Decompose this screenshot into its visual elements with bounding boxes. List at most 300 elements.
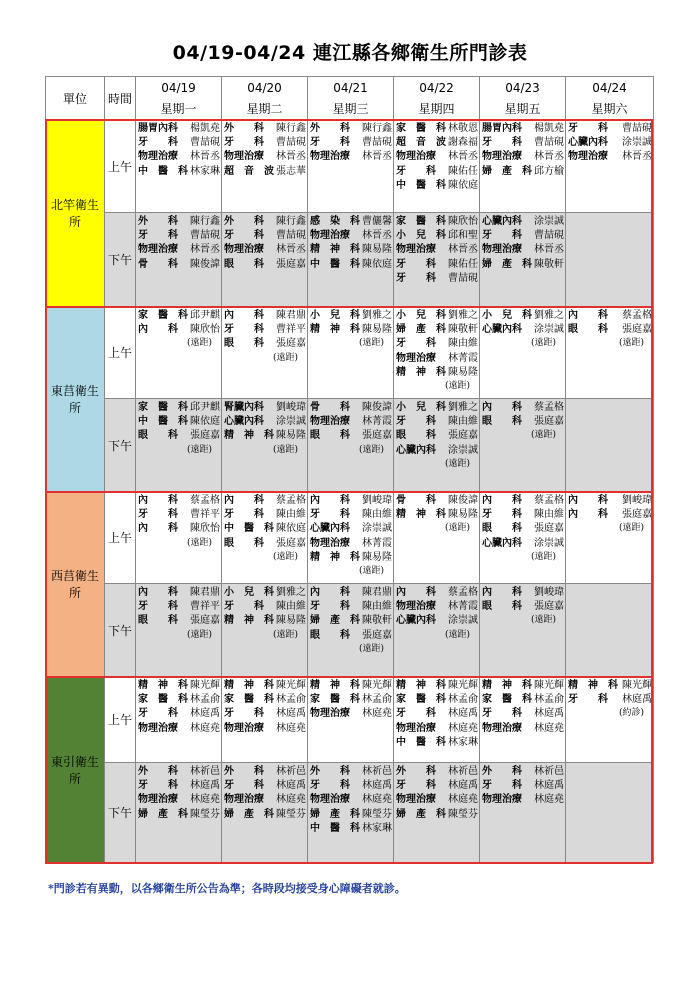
clinic-entry <box>224 679 306 693</box>
clinic-entry <box>482 150 564 164</box>
clinic-entry <box>224 429 306 443</box>
doctor-name: 陳君鼎 <box>362 587 392 598</box>
department: 物理治療 <box>310 794 350 806</box>
clinic-entry <box>310 215 392 229</box>
doctor-name: 陳易隆 <box>276 615 306 627</box>
department: 內 科 <box>138 523 178 535</box>
department: 心臟內科 <box>482 216 522 227</box>
schedule-cell <box>308 213 394 307</box>
doctor-name: 曹祥平 <box>190 601 220 613</box>
doctor-name: 涂崇誠 <box>534 216 564 227</box>
department: 家 醫 科 <box>396 216 446 227</box>
clinic-entry <box>396 693 478 707</box>
station-name: 北竿衛生所 <box>46 120 105 307</box>
clinic-entry <box>310 136 392 150</box>
clinic-entry <box>138 415 220 429</box>
clinic-entry <box>396 122 478 136</box>
clinic-entry <box>396 415 478 429</box>
department: 小 兒 科 <box>396 230 446 242</box>
cell-note: (遠距) <box>530 338 556 349</box>
day-date: 04/24 <box>566 77 654 99</box>
schedule-cell <box>394 763 480 863</box>
clinic-entry <box>224 779 306 793</box>
clinic-entry <box>396 707 478 721</box>
clinic-entry <box>310 537 392 551</box>
department: 心臟內科 <box>482 324 522 336</box>
cell-note: (遠距) <box>444 381 470 392</box>
clinic-entry <box>224 150 306 164</box>
clinic-entry <box>224 337 306 351</box>
clinic-entry <box>482 323 564 337</box>
clinic-entry <box>224 793 306 807</box>
department: 婦 產 科 <box>224 808 274 820</box>
clinic-entry <box>138 522 220 536</box>
day-date: 04/23 <box>480 77 566 99</box>
department: 牙 科 <box>138 230 178 242</box>
department: 牙 科 <box>396 258 436 270</box>
doctor-name: 林祈邑 <box>362 766 392 777</box>
department: 中 醫 科 <box>396 736 446 748</box>
schedule-cell <box>136 399 222 492</box>
clinic-entry <box>310 586 392 600</box>
doctor-name: 林晉丞 <box>190 151 220 163</box>
clinic-entry <box>310 309 392 323</box>
department: 外 科 <box>482 766 522 777</box>
clinic-entry <box>224 136 306 150</box>
department: 牙 科 <box>482 708 522 720</box>
schedule-cell <box>308 307 394 399</box>
department: 小 兒 科 <box>396 310 446 321</box>
clinic-schedule-table <box>45 76 654 863</box>
clinic-entry <box>396 444 478 458</box>
department: 內 科 <box>224 495 264 506</box>
doctor-name: 邱尹麒 <box>190 310 220 321</box>
doctor-name: 陳易隆 <box>362 324 392 336</box>
schedule-cell <box>222 213 308 307</box>
department: 牙 科 <box>396 416 436 428</box>
clinic-entry <box>396 258 478 272</box>
department: 內 科 <box>310 495 350 506</box>
clinic-entry <box>568 122 652 136</box>
clinic-entry <box>138 494 220 508</box>
department: 心臟內科 <box>396 444 436 456</box>
clinic-entry <box>224 508 306 522</box>
schedule-cell <box>136 307 222 399</box>
day-weekday: 星期五 <box>480 98 566 120</box>
doctor-name: 陳瑩芬 <box>362 808 392 820</box>
clinic-entry <box>482 415 564 429</box>
doctor-name: 林庭堯 <box>448 794 478 806</box>
clinic-entry <box>138 614 220 628</box>
department: 物理治療 <box>568 151 608 163</box>
clinic-entry <box>396 229 478 243</box>
doctor-name: 張庭嘉 <box>622 324 652 336</box>
doctor-name: 林菁霞 <box>448 352 478 364</box>
department: 牙 科 <box>138 509 178 521</box>
clinic-entry <box>310 508 392 522</box>
doctor-name: 陳俊諱 <box>448 495 478 506</box>
doctor-name: 張庭嘉 <box>276 338 306 350</box>
clinic-entry <box>568 150 652 164</box>
schedule-cell <box>136 492 222 584</box>
doctor-name: 陳俊諱 <box>362 402 392 413</box>
period-label: 上午 <box>105 492 136 584</box>
clinic-entry <box>396 600 478 614</box>
cell-note: (遠距) <box>530 615 556 626</box>
department: 外 科 <box>224 216 264 227</box>
day-weekday: 星期一 <box>136 98 222 120</box>
time-header: 時間 <box>105 77 136 120</box>
department: 物理治療 <box>138 722 178 734</box>
clinic-entry <box>224 600 306 614</box>
clinic-entry <box>310 258 392 272</box>
schedule-cell <box>566 677 654 763</box>
cell-note: (遠距) <box>186 338 212 349</box>
doctor-name: 林庭堯 <box>190 722 220 734</box>
department: 物理治療 <box>224 722 264 734</box>
clinic-entry <box>224 586 306 600</box>
department: 外 科 <box>310 766 350 777</box>
department: 物理治療 <box>310 537 350 549</box>
doctor-name: 劉峻瑋 <box>622 495 652 506</box>
department: 婦 產 科 <box>310 808 360 820</box>
doctor-name: 林家琳 <box>362 822 392 834</box>
department: 中 醫 科 <box>138 416 188 428</box>
doctor-name: 林孟俞 <box>362 694 392 706</box>
clinic-entry <box>396 150 478 164</box>
doctor-name: 劉雅之 <box>534 310 564 321</box>
clinic-entry <box>138 693 220 707</box>
schedule-cell <box>480 492 566 584</box>
schedule-cell <box>136 213 222 307</box>
clinic-entry <box>310 415 392 429</box>
department: 內 科 <box>482 402 522 413</box>
department: 精 神 科 <box>310 680 360 691</box>
department: 腎臟內科 <box>224 402 264 413</box>
doctor-name: 陳佑任 <box>448 258 478 270</box>
clinic-entry <box>482 765 564 779</box>
day-weekday: 星期六 <box>566 98 654 120</box>
department: 牙 科 <box>482 230 522 242</box>
department: 牙 科 <box>310 780 350 792</box>
clinic-entry <box>138 215 220 229</box>
doctor-name: 林晉丞 <box>448 244 478 256</box>
schedule-cell <box>222 677 308 763</box>
department: 精 神 科 <box>138 680 188 691</box>
schedule-cell <box>136 677 222 763</box>
doctor-name: 陳瑩芬 <box>448 808 478 820</box>
schedule-cell <box>308 120 394 213</box>
schedule-cell <box>480 677 566 763</box>
doctor-name: 陳依庭 <box>276 523 306 535</box>
doctor-name: 林庭禹 <box>448 780 478 792</box>
doctor-name: 曹祥平 <box>276 324 306 336</box>
schedule-cell <box>222 584 308 677</box>
doctor-name: 陳易隆 <box>362 244 392 256</box>
clinic-entry <box>310 323 392 337</box>
doctor-name: 曹喆硯 <box>448 272 478 284</box>
clinic-entry <box>568 679 652 693</box>
department: 精 神 科 <box>224 430 274 442</box>
doctor-name: 劉峻瑋 <box>276 402 306 413</box>
doctor-name: 劉峻瑋 <box>534 587 564 598</box>
department: 外 科 <box>396 766 436 777</box>
doctor-name: 曹喆硯 <box>190 230 220 242</box>
department: 物理治療 <box>224 244 264 256</box>
clinic-entry <box>310 229 392 243</box>
schedule-cell <box>480 307 566 399</box>
schedule-row-am <box>46 307 654 399</box>
schedule-row-am <box>46 120 654 213</box>
clinic-entry <box>138 401 220 415</box>
department: 物理治療 <box>396 601 436 613</box>
clinic-entry <box>138 765 220 779</box>
schedule-row-am <box>46 492 654 584</box>
cell-note: (遠距) <box>272 444 298 455</box>
clinic-entry <box>568 508 652 522</box>
doctor-name: 林晉丞 <box>362 230 392 242</box>
cell-note: (遠距) <box>272 629 298 640</box>
schedule-cell <box>308 763 394 863</box>
clinic-entry <box>482 707 564 721</box>
department: 牙 科 <box>396 780 436 792</box>
schedule-row-pm <box>46 213 654 307</box>
doctor-name: 陳欣怡 <box>190 523 220 535</box>
clinic-entry <box>310 401 392 415</box>
doctor-name: 曹儷馨 <box>362 216 392 227</box>
department: 眼 科 <box>224 258 264 270</box>
doctor-name: 曹喆硯 <box>276 230 306 242</box>
schedule-cell <box>308 677 394 763</box>
doctor-name: 張志華 <box>276 165 306 177</box>
clinic-entry <box>482 258 564 272</box>
schedule-cell <box>222 120 308 213</box>
schedule-cell <box>566 120 654 213</box>
clinic-entry <box>396 272 478 286</box>
department: 精 神 科 <box>310 551 360 563</box>
doctor-name: 林庭堯 <box>276 722 306 734</box>
department: 物理治療 <box>482 722 522 734</box>
doctor-name: 林晉丞 <box>534 244 564 256</box>
clinic-entry <box>138 429 220 443</box>
doctor-name: 林庭禹 <box>534 780 564 792</box>
department: 外 科 <box>224 123 264 134</box>
clinic-entry <box>482 722 564 736</box>
doctor-name: 林家琳 <box>190 165 220 177</box>
clinic-entry <box>310 693 392 707</box>
clinic-entry <box>396 215 478 229</box>
clinic-entry <box>310 793 392 807</box>
clinic-entry <box>482 215 564 229</box>
department: 眼 科 <box>224 537 264 549</box>
doctor-name: 蔡孟格 <box>190 495 220 506</box>
doctor-name: 陳易隆 <box>362 551 392 563</box>
doctor-name: 林庭禹 <box>276 780 306 792</box>
clinic-entry <box>310 243 392 257</box>
department: 中 醫 科 <box>310 822 360 834</box>
doctor-name: 劉雅之 <box>276 587 306 598</box>
clinic-entry <box>482 679 564 693</box>
day-weekday: 星期二 <box>222 98 308 120</box>
department: 小 兒 科 <box>482 310 532 321</box>
doctor-name: 林庭堯 <box>362 708 392 720</box>
doctor-name: 涂崇誠 <box>448 444 478 456</box>
clinic-entry <box>396 736 478 750</box>
department: 牙 科 <box>224 230 264 242</box>
schedule-cell <box>222 307 308 399</box>
department: 物理治療 <box>224 151 264 163</box>
department: 心臟內科 <box>396 615 436 627</box>
doctor-name: 邱尹麒 <box>190 402 220 413</box>
department: 家 醫 科 <box>310 694 360 706</box>
department: 精 神 科 <box>482 680 532 691</box>
doctor-name: 曹祥平 <box>190 509 220 521</box>
clinic-entry <box>482 537 564 551</box>
department: 眼 科 <box>396 430 436 442</box>
doctor-name: 林祈邑 <box>276 766 306 777</box>
department: 眼 科 <box>224 338 264 350</box>
department: 眼 科 <box>138 430 178 442</box>
clinic-entry <box>224 215 306 229</box>
clinic-entry <box>396 136 478 150</box>
department: 骨 科 <box>310 402 350 413</box>
doctor-name: 陳由維 <box>276 601 306 613</box>
doctor-name: 林晉丞 <box>190 244 220 256</box>
clinic-entry <box>396 765 478 779</box>
department: 牙 科 <box>224 509 264 521</box>
clinic-entry <box>138 600 220 614</box>
department: 眼 科 <box>568 324 608 336</box>
clinic-entry <box>396 309 478 323</box>
doctor-name: 張庭嘉 <box>362 629 392 641</box>
doctor-name: 林晉丞 <box>362 151 392 163</box>
clinic-entry <box>224 323 306 337</box>
doctor-name: 陳光輝 <box>190 680 220 691</box>
doctor-name: 張庭嘉 <box>622 509 652 521</box>
clinic-entry <box>396 401 478 415</box>
schedule-row-pm <box>46 584 654 677</box>
doctor-name: 曹喆硯 <box>190 137 220 149</box>
doctor-name: 林晉丞 <box>448 151 478 163</box>
department: 物理治療 <box>310 230 350 242</box>
day-date: 04/22 <box>394 77 480 99</box>
department: 物理治療 <box>482 794 522 806</box>
department: 婦 產 科 <box>396 808 446 820</box>
doctor-name: 林庭禹 <box>622 694 652 706</box>
clinic-entry <box>138 258 220 272</box>
department: 牙 科 <box>224 780 264 792</box>
doctor-name: 曹喆硯 <box>534 137 564 149</box>
clinic-entry <box>310 122 392 136</box>
schedule-cell <box>308 492 394 584</box>
doctor-name: 陳由維 <box>362 509 392 521</box>
doctor-name: 林晉丞 <box>276 244 306 256</box>
department: 牙 科 <box>310 601 350 613</box>
schedule-cell <box>136 120 222 213</box>
cell-note: (遠距) <box>186 444 212 455</box>
day-weekday: 星期三 <box>308 98 394 120</box>
clinic-entry <box>482 136 564 150</box>
doctor-name: 林庭禹 <box>276 708 306 720</box>
doctor-name: 蔡孟格 <box>534 495 564 506</box>
department: 超 音 波 <box>224 165 274 177</box>
doctor-name: 林敬恩 <box>448 123 478 134</box>
cell-note: (遠距) <box>272 352 298 363</box>
schedule-cell <box>566 492 654 584</box>
clinic-entry <box>310 150 392 164</box>
clinic-entry <box>224 229 306 243</box>
clinic-entry <box>482 793 564 807</box>
clinic-entry <box>224 537 306 551</box>
cell-note: (遠距) <box>530 551 556 562</box>
department: 內 科 <box>138 495 178 506</box>
department: 牙 科 <box>396 165 436 177</box>
department: 超 音 波 <box>396 137 446 149</box>
clinic-entry <box>482 586 564 600</box>
department: 內 科 <box>138 587 178 598</box>
department: 內 科 <box>224 310 264 321</box>
doctor-name: 陳君鼎 <box>276 310 306 321</box>
clinic-entry <box>310 707 392 721</box>
department: 家 醫 科 <box>224 694 274 706</box>
page-title: 04/19-04/24 連江縣各鄉衛生所門診表 <box>172 42 528 64</box>
department: 精 神 科 <box>310 324 360 336</box>
department: 精 神 科 <box>224 615 274 627</box>
department: 感 染 科 <box>310 216 360 227</box>
doctor-name: 張庭嘉 <box>534 416 564 428</box>
period-label: 下午 <box>105 213 136 307</box>
department: 婦 產 科 <box>482 165 532 177</box>
department: 物理治療 <box>138 794 178 806</box>
doctor-name: 林菁霞 <box>362 416 392 428</box>
department: 骨 科 <box>138 258 178 270</box>
department: 外 科 <box>138 766 178 777</box>
doctor-name: 劉雅之 <box>448 310 478 321</box>
department: 內 科 <box>310 587 350 598</box>
department: 物理治療 <box>138 151 178 163</box>
department: 物理治療 <box>138 244 178 256</box>
doctor-name: 蔡孟格 <box>534 402 564 413</box>
department: 心臟內科 <box>224 416 264 428</box>
clinic-entry <box>224 765 306 779</box>
doctor-name: 涂崇誠 <box>448 615 478 627</box>
department: 家 醫 科 <box>138 402 188 413</box>
clinic-entry <box>310 822 392 836</box>
department: 腸胃內科 <box>482 123 522 134</box>
clinic-entry <box>138 679 220 693</box>
clinic-entry <box>568 136 652 150</box>
doctor-name: 林孟俞 <box>276 694 306 706</box>
doctor-name: 陳敬軒 <box>448 324 478 336</box>
clinic-entry <box>224 808 306 822</box>
clinic-entry <box>396 793 478 807</box>
doctor-name: 陳君鼎 <box>190 587 220 598</box>
doctor-name: 陳易隆 <box>448 366 478 378</box>
department: 精 神 科 <box>310 244 360 256</box>
clinic-entry <box>568 323 652 337</box>
clinic-entry <box>396 352 478 366</box>
department: 婦 產 科 <box>482 258 532 270</box>
clinic-entry <box>224 243 306 257</box>
doctor-name: 張庭嘉 <box>190 615 220 627</box>
clinic-entry <box>568 494 652 508</box>
clinic-entry <box>224 722 306 736</box>
department: 物理治療 <box>310 708 350 720</box>
department: 婦 產 科 <box>310 615 360 627</box>
department: 眼 科 <box>138 615 178 627</box>
department: 牙 科 <box>568 123 608 134</box>
department: 內 科 <box>568 495 608 506</box>
